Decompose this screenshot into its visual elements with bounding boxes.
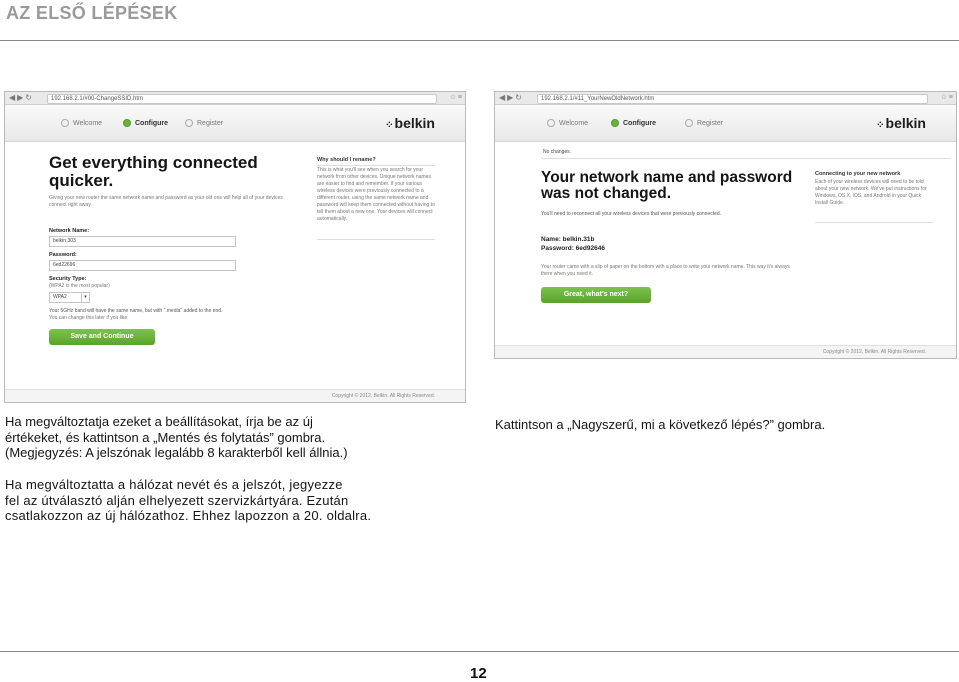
belkin-logo-text: belkin [885,115,926,131]
step-configure [611,119,656,127]
footer-divider [0,651,959,652]
network-name-input[interactable]: belkin.303 [49,236,236,247]
step-label: Welcome [559,119,589,127]
step-label: Register [697,119,724,127]
password-input[interactable]: 6ed22696 [49,260,236,271]
chevron-down-icon: ▾ [81,293,89,302]
why-rename-title: Why should I rename? [317,157,376,163]
browser-address-bar: 192.168.2.1/#00-ChangeSSID.htm [47,94,437,104]
security-type-hint: (WPA2 is the most popular) [49,283,110,289]
note-line: fel az útválasztó alján elhelyezett szervizkártyára. Ezután [5,492,349,508]
belkin-step-nav [495,105,956,142]
shot-footer: Copyright © 2012, Belkin. All Rights Reserved. [495,345,956,358]
browser-nav-icons: ◀▶↻ [9,93,35,102]
not-changed-content [495,142,956,344]
browser-toolbar [5,92,465,105]
not-changed-headline: Your network name and password was not changed. [541,169,793,203]
step-circle-icon [185,119,193,127]
step-welcome [547,119,588,127]
side-divider [317,239,435,240]
save-and-continue-button[interactable]: Save and Continue [49,329,155,345]
belkin-logo [385,115,435,131]
security-type-select[interactable] [49,292,90,303]
caption-line: (Megjegyzés: A jelszónak legalább 8 karakterből kell állnia.) [5,445,348,461]
belkin-logo-icon: ⁘ [876,120,884,131]
connecting-title: Connecting to your new network [815,171,901,177]
browser-nav-icons: ◀▶↻ [499,93,525,102]
right-caption: Kattintson a „Nagyszerű, mi a következő lépés?” gombra. [495,417,826,432]
caption-line: értékeket, és kattintson a „Mentés és folytatás” gombra. [5,429,326,445]
step-label: Configure [623,119,657,127]
step-circle-icon [61,119,69,127]
belkin-step-nav [5,105,465,142]
connecting-text: Each of your wireless devices will need to be told about your new network. We've put instructions for Windows, OS X, iOS, and Android in your Quick Install Guide. [815,179,927,206]
why-rename-text: This is what you'll see when you search for your network from other devices. Unique network names are easier to find and remember. If your various wireless devices were previously connected to a different router, using the same network name and password will keep them connected without having to tell them about a new one. Your devices will connect automatically. [317,167,435,222]
left-caption [5,414,455,461]
network-password-line: Password: 6ed92646 [541,245,605,252]
note-line: Ha megváltoztatta a hálózat nevét és a jelszót, jegyezze [5,477,343,492]
step-configure [123,119,168,127]
screenshot-configure-network [4,91,466,403]
configure-intro: Giving your new router the same network name and password as your old one will help all of your devices connect right away. [49,195,283,208]
security-type-value: WPA2 [53,294,67,300]
slip-of-paper-info: Your router came with a slip of paper on the bottom with a place to write your network name. This way it's always there when you need it. [541,264,790,277]
note-line: csatlakozzon az új hálózathoz. Ehhez lapozzon a 20. oldalra. [5,508,372,524]
page-number: 12 [470,665,487,682]
step-label: Register [197,119,224,127]
band-note: Your 5GHz band will have the same name, but with ".media" added to the end. [49,308,223,314]
reconnect-instructions [5,477,485,524]
belkin-logo-icon: ⁘ [385,120,393,131]
step-label: Welcome [73,119,103,127]
check-icon [123,119,131,127]
side-divider [317,165,435,166]
browser-menu-icon: ☆ ≡ [940,94,953,101]
step-register [685,119,723,127]
browser-address-bar: 192.168.2.1/#11_YourNewOldNetwork.htm [537,94,928,104]
security-type-label: Security Type: [49,276,87,282]
screenshot-network-not-changed [494,91,957,359]
browser-menu-icon: ☆ ≡ [449,94,462,101]
side-divider [815,222,933,223]
browser-toolbar [495,92,956,105]
belkin-logo-text: belkin [394,115,435,131]
configure-content [5,142,465,388]
page-header-title: AZ ELSŐ LÉPÉSEK [6,3,178,23]
step-circle-icon [685,119,693,127]
caption-line: Ha megváltoztatja ezeket a beállításokat, írja be az új [5,414,313,429]
configure-headline: Get everything connected quicker. [49,153,258,190]
network-name-line: Name: belkin.31b [541,236,595,243]
great-whats-next-button[interactable]: Great, what's next? [541,287,651,303]
reconnect-note: You'll need to reconnect all your wireless devices that were previously connected. [541,211,722,217]
step-register [185,119,223,127]
step-circle-icon [547,119,555,127]
header-divider [0,40,959,41]
shot-footer: Copyright © 2012, Belkin. All Rights Reserved. [5,389,465,402]
network-name-label: Network Name: [49,228,90,234]
step-label: Configure [135,119,169,127]
belkin-logo [876,115,926,131]
change-later-note: You can change this later if you like [49,315,128,321]
status-message: No changes. [543,149,572,155]
check-icon [611,119,619,127]
password-label: Password: [49,252,77,258]
status-divider [541,158,951,159]
step-welcome [61,119,102,127]
